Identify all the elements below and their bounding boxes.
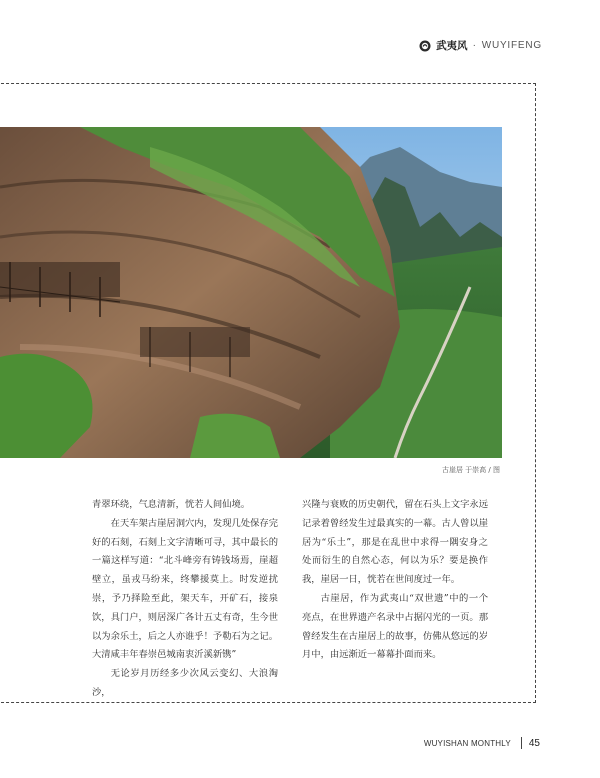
paragraph: 兴隆与衰败的历史朝代，留在石头上文字永远记录着曾经发生过最真实的一幕。古人曾以崖居为“乐土”，那是在乱世中求得一隅安身之处而衍生的自然心态，何以为乐？要是换作我，崖居一日，恍若在世间度过一年。 (302, 499, 488, 586)
landscape-illustration (0, 127, 502, 458)
page-footer (424, 737, 540, 749)
brand-name-english: WUYIFENG (481, 40, 542, 51)
brand-separator: · (472, 40, 477, 51)
footer-divider (521, 737, 522, 749)
brand-name-chinese: 武夷风 (436, 40, 468, 52)
article-column-left (92, 496, 278, 703)
photo-caption: 古崖居 于崇高 / 图 (441, 466, 500, 474)
paragraph: 青翠环绕，气息清新，恍若人间仙境。 (92, 499, 251, 510)
paragraph: 无论岁月历经多少次风云变幻、大浪淘沙， (92, 668, 278, 698)
magazine-name: WUYISHAN MONTHLY (423, 738, 511, 748)
paragraph: 古崖居，作为武夷山“双世遗”中的一个亮点，在世界遗产名录中占据闪光的一页。那曾经发生在古崖居上的故事，仿佛从悠远的岁月中，由远渐近一幕幕扑面而来。 (302, 592, 488, 661)
article-column-right (302, 496, 488, 665)
page-number: 45 (528, 737, 540, 749)
paragraph: 在天车架古崖居洞穴内，发现几处保存完好的石刻，石刻上文字清晰可寻，其中最长的一篇这样写道：“北斗峰旁有铸钱场焉，崖超壁立，虽戎马纷来，终攀援莫上。时发逆扰崇，予乃择险至此，架天车，开矿石，接泉饮，具门户，则居深广各计五丈有奇，生今世以为余乐土，后之人亦谁乎！予勒石为之记。大清咸丰年春崇邑城南衷沂溪新镌” (92, 517, 278, 661)
cliff-dwelling-photo (0, 127, 502, 458)
circular-seal-logo-icon (419, 40, 431, 52)
masthead-brand (419, 38, 542, 53)
